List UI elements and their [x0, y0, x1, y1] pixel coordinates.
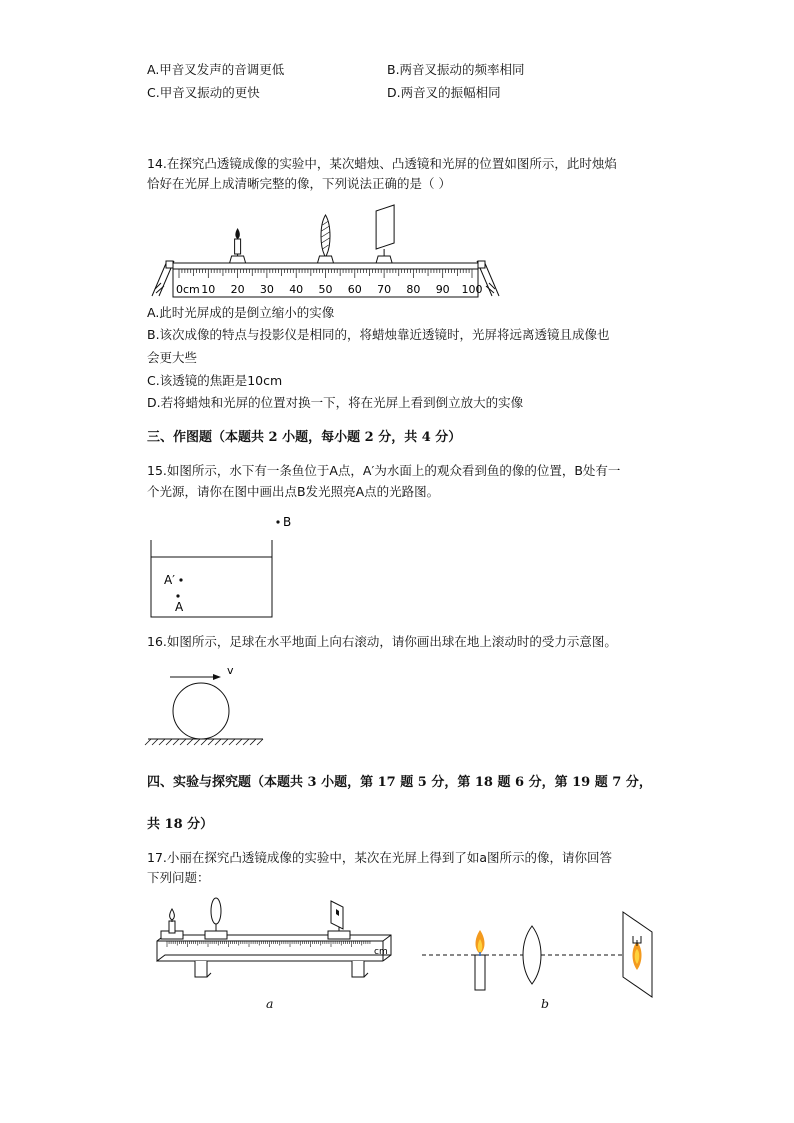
- caption-a-text: a: [266, 996, 274, 1011]
- label-b: B: [283, 515, 292, 529]
- q13-option-c: C.甲音叉振动的更快: [147, 85, 260, 100]
- q17-line2: 下列问题：: [147, 870, 210, 885]
- optical-bench-diagram: [147, 203, 507, 298]
- fig-a-screen: [328, 901, 350, 939]
- light-screen: [376, 205, 394, 263]
- fig-a-candle: [161, 909, 183, 939]
- q14-stem-line2: 恰好在光屏上成清晰完整的像，下列说法正确的是（ ）: [147, 176, 451, 191]
- caption-b-text: b: [541, 996, 550, 1011]
- point-a: [176, 594, 179, 597]
- figure-b-ray-diagram: [422, 912, 662, 992]
- water-tank-diagram: [145, 512, 305, 622]
- ruler-label-start: 0cm: [176, 283, 200, 296]
- convex-lens: [318, 215, 334, 263]
- fig-b-candle: [475, 930, 485, 990]
- fig-a-lens: [205, 898, 227, 939]
- ruler-label: 100: [461, 283, 483, 296]
- label-a-prime: A′: [164, 573, 175, 587]
- point-a-prime: [179, 578, 182, 581]
- ruler-label: 20: [230, 283, 245, 296]
- q14-option-a: A.此时光屏成的是倒立缩小的实像: [147, 305, 335, 320]
- q14-stem-line1: 14.在探究凸透镜成像的实验中，某次蜡烛、凸透镜和光屏的位置如图所示，此时烛焰: [147, 156, 617, 171]
- q16-line1: 16.如图所示，足球在水平地面上向右滚动，请你画出球在地上滚动时的受力示意图。: [147, 634, 617, 649]
- section4-heading-line1: 四、实验与探究题（本题共 3 小题，第 17 题 5 分，第 18 题 6 分，第 19 题 7 分，: [147, 775, 652, 790]
- q13-option-a: A.甲音叉发声的音调更低: [147, 62, 285, 77]
- q13-option-d: D.两音叉的振幅相同: [387, 85, 501, 100]
- q14-option-d: D.若将蜡烛和光屏的位置对换一下，将在光屏上看到倒立放大的实像: [147, 395, 524, 410]
- ruler-label: 90: [435, 283, 450, 296]
- figure-a-bench: [147, 893, 397, 988]
- q13-option-b: B.两音叉振动的频率相同: [387, 62, 525, 77]
- q15-line1: 15.如图所示，水下有一条鱼位于A点，A′为水面上的观众看到鱼的像的位置，B处有一: [147, 463, 621, 478]
- candle: [230, 228, 246, 263]
- ruler-label: 50: [318, 283, 333, 296]
- ruler-label: 40: [289, 283, 304, 296]
- ruler-label: 30: [259, 283, 274, 296]
- football: [173, 683, 229, 739]
- ground-hatch: [145, 739, 263, 745]
- fig-b-screen: [623, 912, 652, 997]
- fig-b-lens: [523, 926, 541, 984]
- point-b: [276, 520, 279, 523]
- football-diagram: [145, 660, 275, 745]
- label-v: v: [227, 664, 234, 677]
- q15-line2: 个光源，请你在图中画出点B发光照亮A点的光路图。: [147, 484, 440, 499]
- ruler-label: 80: [406, 283, 421, 296]
- ruler-label: 10: [201, 283, 216, 296]
- q14-option-b-line2: 会更大些: [147, 350, 198, 365]
- section4-heading-line2: 共 18 分）: [147, 817, 214, 832]
- q17-line1: 17.小丽在探究凸透镜成像的实验中，某次在光屏上得到了如a图所示的像，请你回答: [147, 850, 613, 865]
- ruler-label: 60: [347, 283, 362, 296]
- bench-unit-label: cm: [374, 947, 388, 957]
- section3-heading: 三、作图题（本题共 2 小题，每小题 2 分，共 4 分）: [147, 430, 462, 445]
- left-support: [152, 261, 174, 296]
- ruler-label: 70: [377, 283, 392, 296]
- q14-option-b-line1: B.该次成像的特点与投影仪是相同的，将蜡烛靠近透镜时，光屏将远离透镜且成像也: [147, 327, 610, 342]
- q14-option-c: C.该透镜的焦距是10cm: [147, 373, 283, 388]
- label-a: A: [175, 600, 184, 614]
